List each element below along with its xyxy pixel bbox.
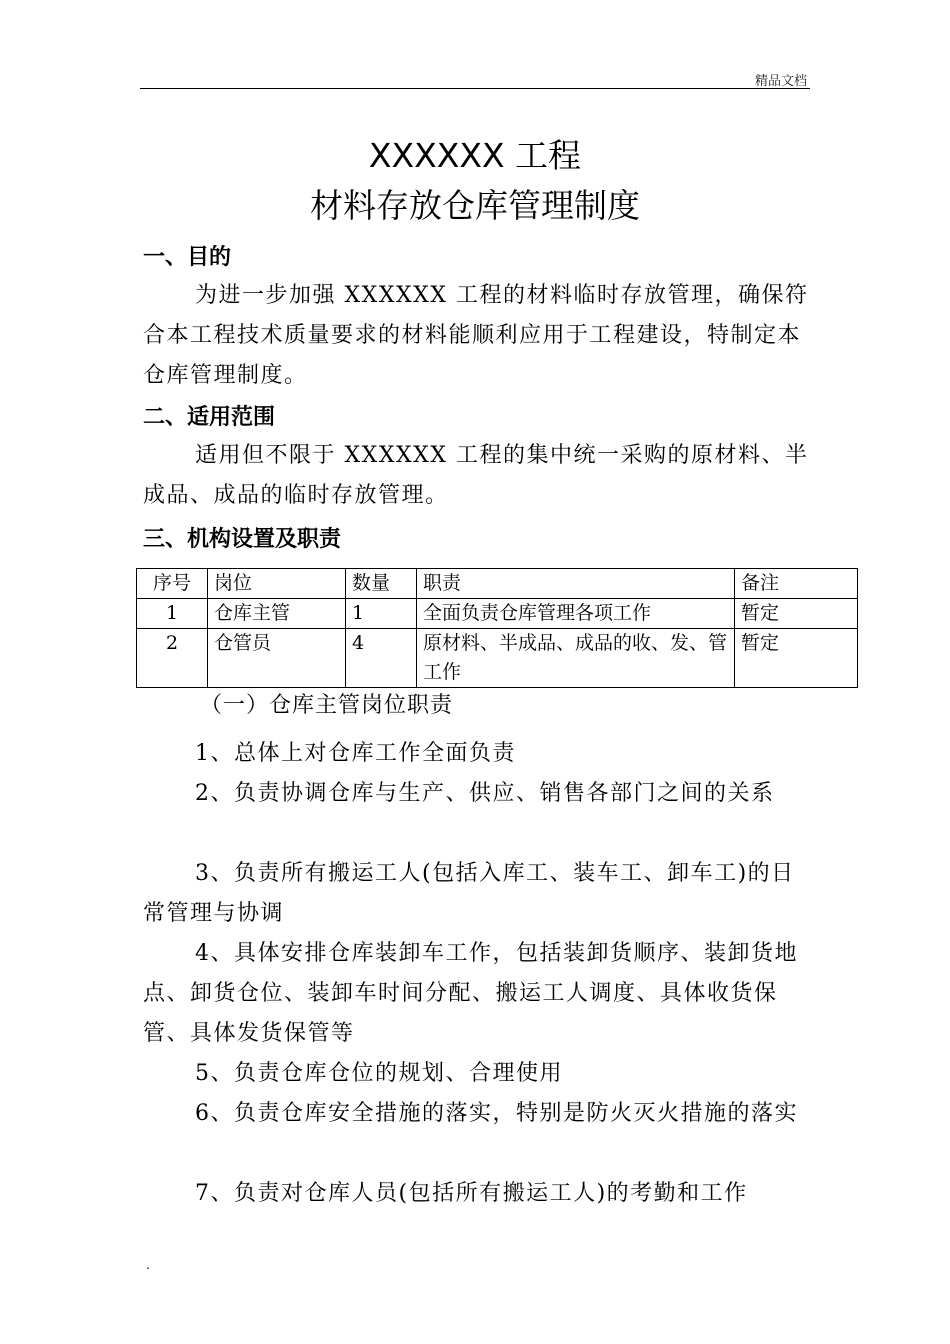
staff-table (136, 568, 858, 688)
subsection-title: （一）仓库主管岗位职责 (200, 693, 454, 718)
header-remark: 备注 (735, 569, 858, 599)
duty-item-3: 3、负责所有搬运工人(包括入库工、装车工、卸车工)的日常管理与协调 (143, 861, 795, 926)
cell-duty: 原材料、半成品、成品的收、发、管工作 (417, 629, 735, 688)
header-position: 岗位 (208, 569, 346, 599)
cell-no: 2 (137, 629, 208, 688)
header-label: 精品文档 (754, 74, 807, 89)
section-heading-organization: 三、机构设置及职责 (143, 527, 342, 552)
duty-item-1: 1、总体上对仓库工作全面负责 (195, 741, 516, 766)
footer-mark: . (146, 1258, 150, 1272)
section-text-purpose: 为进一步加强 XXXXXX 工程的材料临时存放管理，确保符合本工程技术质量要求的材料能顺利应用于工程建设，特制定本仓库管理制度。 (143, 283, 809, 388)
section-text-scope: 适用但不限于 XXXXXX 工程的集中统一采购的原材料、半成品、成品的临时存放管理。 (143, 443, 809, 508)
section-heading-scope: 二、适用范围 (143, 405, 276, 430)
cell-position: 仓管员 (208, 629, 346, 688)
header-no: 序号 (137, 569, 208, 599)
duty-item-2: 2、负责协调仓库与生产、供应、销售各部门之间的关系 (195, 781, 775, 806)
cell-no: 1 (137, 599, 208, 629)
cell-remark: 暂定 (735, 629, 858, 688)
section-heading-purpose: 一、目的 (143, 245, 232, 270)
doc-title-line1: XXXXXX 工程 (368, 136, 582, 175)
doc-title-line2: 材料存放仓库管理制度 (310, 186, 640, 225)
table-row (137, 599, 858, 629)
duty-item-4: 4、具体安排仓库装卸车工作，包括装卸货顺序、装卸货地点、卸货仓位、装卸车时间分配、搬运工人调度、具体收货保管、具体发货保管等 (143, 941, 798, 1046)
cell-position: 仓库主管 (208, 599, 346, 629)
duty-item-6: 6、负责仓库安全措施的落实，特别是防火灭火措施的落实 (195, 1101, 798, 1126)
cell-duty: 全面负责仓库管理各项工作 (417, 599, 735, 629)
table-row (137, 629, 858, 688)
duty-item-5: 5、负责仓库仓位的规划、合理使用 (195, 1061, 563, 1086)
cell-quantity: 4 (346, 629, 417, 688)
header-rule (140, 88, 810, 89)
cell-quantity: 1 (346, 599, 417, 629)
header-quantity: 数量 (346, 569, 417, 599)
table-header-row (137, 569, 858, 599)
header-duty: 职责 (417, 569, 735, 599)
cell-remark: 暂定 (735, 599, 858, 629)
duty-item-7: 7、负责对仓库人员(包括所有搬运工人)的考勤和工作 (195, 1181, 748, 1206)
